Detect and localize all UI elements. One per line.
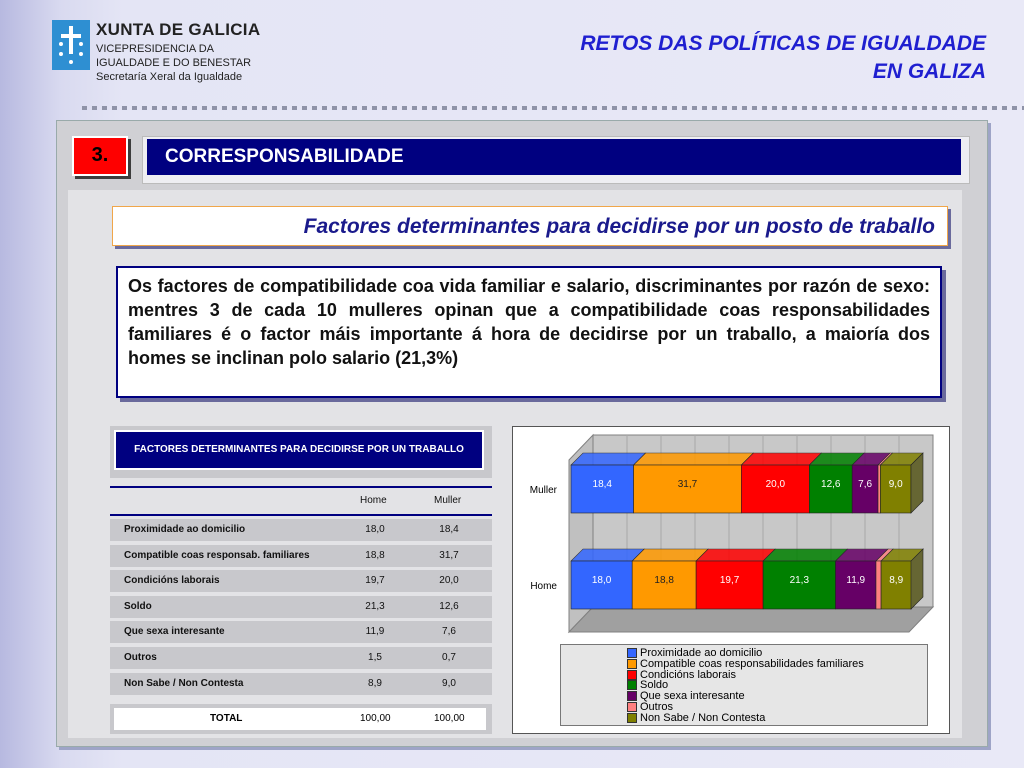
table-row	[110, 519, 492, 541]
category-label: Muller	[529, 485, 557, 496]
legend-label: Outros	[640, 701, 674, 713]
table-total-row	[110, 704, 492, 734]
col-home: Home	[360, 495, 387, 506]
dotted-divider	[82, 106, 1024, 110]
table-title: FACTORES DETERMINANTES PARA DECIDIRSE POR UN TRABALLO	[114, 430, 484, 470]
page-title	[426, 30, 986, 86]
bar-segment	[876, 561, 881, 609]
data-label: 20,0	[765, 479, 786, 490]
bar-top	[634, 453, 754, 465]
category-label: Home	[530, 581, 557, 592]
legend-label: Condicións laborais	[640, 668, 736, 681]
row-muller-value: 18,4	[439, 524, 459, 535]
table-title-box	[110, 426, 492, 478]
bar-top	[571, 453, 646, 465]
row-muller-value: 12,6	[439, 600, 459, 612]
row-muller-value: 20,0	[439, 575, 459, 587]
data-label: 18,0	[591, 575, 612, 586]
org-name: XUNTA DE GALICIA	[96, 20, 261, 39]
legend-swatch	[627, 659, 637, 669]
row-home-value: 19,7	[365, 575, 385, 587]
bar-top	[571, 549, 644, 561]
legend-label: Proximidade ao domicilio	[640, 647, 763, 659]
row-home-value: 21,3	[365, 600, 385, 612]
page-title-line1: RETOS DAS POLÍTICAS DE IGUALDADE	[580, 32, 986, 55]
row-muller-value: 9,0	[442, 677, 456, 689]
row-home-value: 11,9	[365, 626, 385, 638]
bar-top	[741, 453, 821, 465]
table-row	[110, 647, 492, 669]
row-label: Compatible coas responsab. familiares	[124, 549, 310, 561]
data-label: 18,4	[592, 479, 613, 490]
row-muller-value: 31,7	[439, 549, 459, 561]
data-label: 11,9	[846, 575, 866, 586]
total-home: 100,00	[360, 713, 391, 724]
chart-legend	[560, 644, 928, 726]
row-home-value: 1,5	[368, 652, 382, 663]
bar-top	[632, 549, 708, 561]
table-row	[110, 570, 492, 592]
legend-label: Non Sabe / Non Contesta	[640, 711, 766, 724]
legend-swatch	[627, 648, 637, 658]
total-label: TOTAL	[210, 713, 243, 724]
row-label: Non Sabe / Non Contesta	[124, 677, 244, 689]
brand-block	[96, 20, 260, 84]
row-label: Que sexa interesante	[124, 626, 225, 638]
data-label: 12,6	[821, 479, 841, 490]
data-label: 8,9	[889, 575, 904, 586]
row-label: Proximidade ao domicilio	[124, 524, 246, 535]
legend-label: Soldo	[640, 679, 669, 692]
row-home-value: 18,0	[365, 524, 385, 535]
section-number: 3.	[72, 136, 128, 176]
data-label: 9,0	[888, 479, 903, 490]
summary-text: Os factores de compatibilidade coa vida familiar e salario, discriminantes por razón de sexo: mentres 3 de cada 10 mulleres opinan que a compatibilidade coas responsabilidades familiares é o factor máis importante á hora de decidirse por un traballo, a maioría dos homes se inclinan polo salario (21,3%)	[116, 266, 942, 398]
data-label: 21,3	[789, 575, 810, 586]
xunta-logo	[52, 20, 90, 70]
section-title: CORRESPONSABILIDADE	[147, 139, 961, 175]
table-row	[110, 545, 492, 567]
table-row	[110, 596, 492, 618]
row-label: Condicións laborais	[124, 575, 220, 587]
data-label: 7,6	[858, 479, 873, 490]
org-line2: VICEPRESIDENCIA DA	[96, 43, 214, 55]
legend-label: Que sexa interesante	[640, 690, 745, 703]
legend-swatch	[627, 691, 637, 701]
legend-swatch	[627, 670, 637, 680]
page-title-line2: EN GALIZA	[872, 60, 986, 83]
col-muller: Muller	[434, 495, 462, 506]
data-label: 31,7	[677, 479, 698, 490]
legend-swatch	[627, 702, 637, 712]
table-column-header	[110, 486, 492, 516]
row-label: Outros	[124, 652, 157, 663]
org-line3: IGUALDADE E DO BENESTAR	[96, 57, 252, 69]
row-muller-value: 7,6	[442, 626, 456, 638]
bar-top	[696, 549, 775, 561]
total-muller: 100,00	[434, 713, 465, 724]
legend-swatch	[627, 680, 637, 690]
bar-top	[763, 549, 847, 561]
table-row	[110, 621, 492, 643]
row-home-value: 18,8	[365, 549, 385, 561]
chart-floor	[569, 607, 933, 632]
row-home-value: 8,9	[368, 677, 382, 689]
table-row	[110, 673, 492, 695]
legend-item	[627, 713, 765, 724]
data-label: 18,8	[654, 575, 674, 586]
row-label: Soldo	[124, 600, 152, 612]
legend-label: Compatible coas responsabilidades familiares	[640, 657, 864, 670]
bar-segment	[878, 465, 880, 513]
org-line4: Secretaría Xeral da Igualdade	[96, 71, 243, 83]
cross-emblem-icon	[52, 20, 90, 70]
row-muller-value: 0,7	[442, 652, 456, 663]
data-label: 19,7	[719, 575, 740, 586]
legend-swatch	[627, 713, 637, 723]
subtitle: Factores determinantes para decidirse por un posto de traballo	[112, 206, 948, 246]
